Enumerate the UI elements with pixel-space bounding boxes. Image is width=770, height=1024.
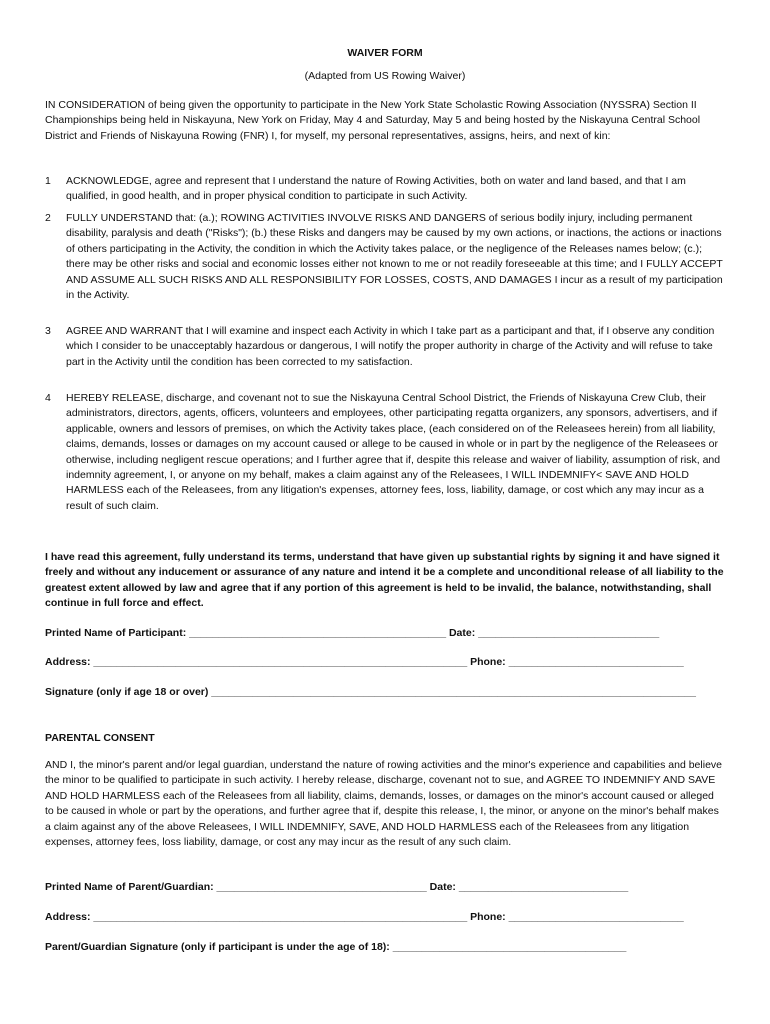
participant-signature-line[interactable]: Signature (only if age 18 or over) ___________________________________________________________________________________	[45, 686, 696, 698]
parent-signature-line[interactable]: Parent/Guardian Signature (only if participant is under the age of 18): ________________________________________	[45, 941, 627, 953]
document-subtitle: (Adapted from US Rowing Waiver)	[304, 70, 466, 82]
participant-address-phone-line[interactable]: Address: ________________________________________________________________ Phone: ______________________________	[45, 656, 684, 668]
parent-address-phone-line[interactable]: Address: ________________________________________________________________ Phone: ______________________________	[45, 911, 684, 923]
clause-1	[45, 174, 725, 205]
parental-consent-heading: PARENTAL CONSENT	[45, 732, 155, 744]
clause-2	[45, 211, 725, 303]
parent-name-date-line[interactable]: Printed Name of Parent/Guardian: ____________________________________ Date: _____________________________	[45, 881, 629, 893]
clause-4	[45, 391, 725, 514]
clause-number: 4	[45, 392, 51, 404]
intro-paragraph: IN CONSIDERATION of being given the opportunity to participate in the New York State Scholastic Rowing Association (NYSSRA) Section II Championships being held in Niskayuna, New York on Friday, May 4 and Saturday, May 5 and being hosted by the Niskayuna Central School District and Friends of Niskayuna Rowing (FNR) I, for myself, my personal representatives, assigns, heirs, and next of kin:	[45, 99, 701, 142]
clause-3	[45, 324, 725, 370]
agreement-statement: I have read this agreement, fully understand its terms, understand that have given up substantial rights by signing it and have signed it freely and without any inducement or assurance of any nature and intend it be a complete and unconditional release of all liability to the greatest extent allowed by law and agree that if any portion of this agreement is held to be invalid, the balance, notwithstanding, shall continue in full force and effect.	[45, 551, 724, 610]
clause-text: AGREE AND WARRANT that I will examine and inspect each Activity in which I take part as a participant and that, if I observe any condition which I consider to be unacceptably hazardous or dangerous, I will notify the proper authority in charge of the Activity and will refuse to take part in the Activity until the condition has been corrected to my satisfaction.	[66, 325, 715, 368]
clause-text: FULLY UNDERSTAND that: (a.); ROWING ACTIVITIES INVOLVE RISKS AND DANGERS of serious bodily injury, including permanent disability, paralysis and death ("Risks"); (b.) these Risks and dangers may be caused by my own actions, or inactions, the actions or inactions of others participating in the Activity, the condition in which the Activity takes palace, or the negligence of the Releases names below; (c.); there may be other risks and social and economic losses either not known to me or not readily foreseeable at this time; and I FULLY ACCEPT AND ASSUME ALL SUCH RISKS AND ALL RESPONSIBILITY FOR LOSSES, COSTS, AND DAMAGES I incur as a result of my participation in the Activity.	[66, 212, 723, 302]
participant-name-date-line[interactable]: Printed Name of Participant: ____________________________________________ Date: _______________________________	[45, 627, 660, 639]
parental-consent-paragraph: AND I, the minor's parent and/or legal guardian, understand the nature of rowing activities and the minor's experience and capabilities and believe the minor to be qualified to participate in such activity. I hereby release, discharge, covenant not to sue, and AGREE TO INDEMNIFY AND SAVE AND HOLD HARMLESS each of the Releasees from all liability, claims, demands, losses, or damages on the minor's account caused or alleged to be caused in whole or part by the operations, and further agree that if, despite this release, I, the minor, or anyone on the minor's behalf makes a claim against any of the above Releasees, I WILL INDEMNIFY, SAVE, AND HOLD HARMLESS each of the Releasees from any litigation expenses, attorney fees, loss liability, damage, or cost any may incur as the result of any such claim.	[45, 759, 722, 849]
document-title: WAIVER FORM	[347, 47, 423, 59]
clause-number: 3	[45, 325, 51, 337]
clause-text: HEREBY RELEASE, discharge, and covenant not to sue the Niskayuna Central School District, the Friends of Niskayuna Crew Club, their administrators, directors, agents, officers, volunteers and employees, other participating regatta organizers, any sponsors, advertisers, and if applicable, owners and lessors of premises, on which the Activity takes place, (each considered on of the Releasees herein) from all liability, claims, demands, losses or damages on my account caused or allege to be caused in whole or in part by the negligence of the Releasees or otherwise, including negligent rescue operations; and I further agree that if, despite this release and waiver of liability, assumption of risk, and indemnity agreement, I, or anyone on my behalf, makes a claim against any of the Releasees, I WILL INDEMNIFY< SAVE AND HOLD HARMLESS each of the Releasees, from any litigation's expenses, attorney fees, loss, liability, damage, or cost which any may incur as a result of such claim.	[66, 392, 721, 512]
clause-number: 1	[45, 175, 51, 187]
clause-number: 2	[45, 212, 51, 224]
clause-text: ACKNOWLEDGE, agree and represent that I understand the nature of Rowing Activities, both on water and land based, and that I am qualified, in good health, and in proper physical condition to participate in such Activity.	[66, 175, 686, 203]
